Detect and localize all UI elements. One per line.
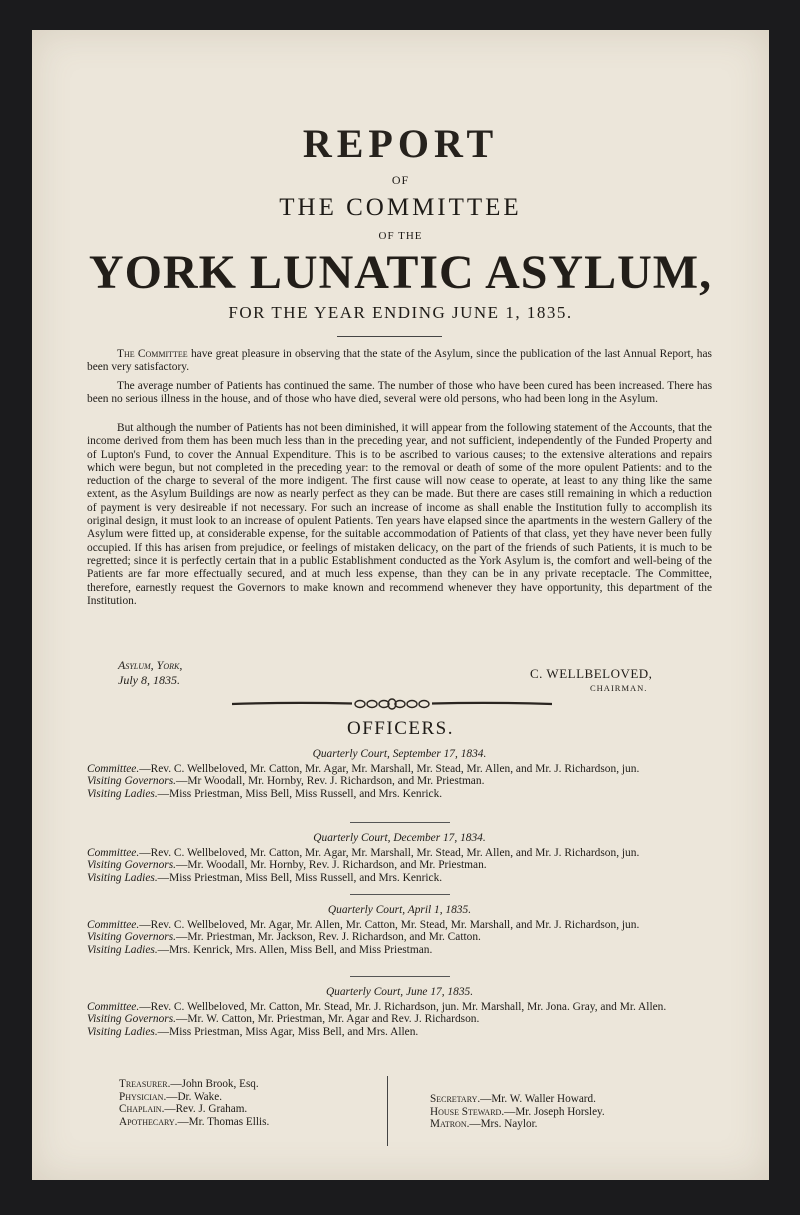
- governors-line: Visiting Governors.—Mr. Woodall, Mr. Hornby, Rev. J. Richardson, and Mr. Priestman.: [87, 859, 487, 871]
- officers-right-list: [430, 1093, 605, 1131]
- place-date: [118, 658, 182, 688]
- officer-row: Apothecary.—Mr. Thomas Ellis.: [119, 1115, 270, 1128]
- court-section: [87, 904, 712, 956]
- paragraph-3: But although the number of Patients has not been diminished, it will appear from the following statement of the Accounts, that the income derived from them has been much less than in the preceding year, and not sufficient, independently of the Funded Property and of Lupton's Fund, to cover the Annual Expenditure. This is to be ascribed to various causes; to the extensive alterations and repairs which were begun, but not completed in the preceding year: to the removal or death of some of the more opulent Patients: and to the reduction of the charge to several of the more indigent. The first cause will now cease to operate, at least to any thing like the same extent, as the Asylum Buildings are now as nearly perfect as they can be made. But there are cases still remaining in which a reduction of payment is very desireable if not necessary. For such an increase of income as shall enable the Institution fully to accomplish its original design, it must look to an increase of opulent Patients. Ten years have elapsed since the apartments in the western Gallery of the Asylum were fitted up, at considerable expense, for the suitable accommodation of Patients of that class, yet they have never been fully occupied. If this has arisen from prejudice, or feelings of mistaken delicacy, on the part of the friends of such Patients, it is much to be regretted; since it is perfectly certain that in a public Establishment conducted as the York Asylum is, the comfort and well-being of the Patients are far more effectually secured, and at much less expense, than they can be in any private receptacle. The Committee, therefore, earnestly request the Governors to make known and recommend whenever they have opportunity, this department of the Institution.: [87, 422, 712, 607]
- officers-title: OFFICERS.: [347, 718, 454, 739]
- column-divider: [387, 1076, 388, 1146]
- title-asylum: YORK LUNATIC ASYLUM,: [88, 246, 713, 299]
- governors-line: Visiting Governors.—Mr. Priestman, Mr. Jackson, Rev. J. Richardson, and Mr. Catton.: [87, 931, 481, 943]
- section-rule: [350, 822, 450, 823]
- court-title: Quarterly Court, April 1, 1835.: [327, 904, 472, 916]
- paragraph-2: The average number of Patients has continued the same. The number of those who have been cured has been increased. There has been no serious illness in the house, and of those who have died, several were old persons, who had been long in the Asylum.: [87, 380, 712, 406]
- paragraph-1-text: have great pleasure in observing that the state of the Asylum, since the publication of the last Annual Report, has been very satisfactory.: [87, 348, 712, 374]
- title-of: OF: [391, 173, 410, 187]
- title-committee: THE COMMITTEE: [279, 194, 522, 221]
- court-section: [87, 986, 712, 1038]
- section-rule: [350, 894, 450, 895]
- title-year: FOR THE YEAR ENDING JUNE 1, 1835.: [228, 303, 573, 322]
- date: July 8, 1835.: [118, 673, 180, 687]
- ladies-line: Visiting Ladies.—Miss Priestman, Miss Agar, Miss Bell, and Mrs. Allen.: [87, 1025, 419, 1038]
- document-sheet: [32, 30, 769, 1180]
- officer-row: Secretary.—Mr. W. Waller Howard.: [430, 1093, 596, 1105]
- officers-left-list: [119, 1078, 269, 1128]
- committee-line: Committee.—Rev. C. Wellbeloved, Mr. Catton, Mr. Agar, Mr. Marshall, Mr. Stead, Mr. Allen, and Mr. J. Richardson, jun.: [87, 846, 640, 859]
- committee-line: Committee.—Rev. C. Wellbeloved, Mr. Catton, Mr. Agar, Mr. Marshall, Mr. Stead, Mr. Allen, and Mr. J. Richardson, jun.: [87, 762, 640, 775]
- paragraph-1: [87, 348, 712, 375]
- ornament-rule: [232, 698, 552, 710]
- officer-row: Chaplain.—Rev. J. Graham.: [119, 1103, 248, 1115]
- officer-row: Matron.—Mrs. Naylor.: [430, 1118, 538, 1130]
- section-rule: [350, 976, 450, 977]
- court-section: [87, 832, 712, 884]
- officer-row: Physician.—Dr. Wake.: [119, 1090, 222, 1103]
- title-of-the: OF THE: [378, 230, 423, 242]
- place: Asylum, York,: [118, 658, 183, 672]
- committee-line: Committee.—Rev. C. Wellbeloved, Mr. Catton, Mr. Stead, Mr. J. Richardson, jun. Mr. Marshall, Mr. Jona. Gray, and Mr. Allen.: [87, 1000, 667, 1013]
- title-report: REPORT: [302, 121, 499, 166]
- paragraph-lead: The Committee: [117, 348, 188, 360]
- ladies-line: Visiting Ladies.—Miss Priestman, Miss Bell, Miss Russell, and Mrs. Kenrick.: [87, 787, 443, 800]
- signature-title: CHAIRMAN.: [590, 683, 648, 693]
- governors-line: Visiting Governors.—Mr Woodall, Mr. Hornby, Rev. J. Richardson, and Mr. Priestman.: [87, 775, 485, 787]
- court-section: [87, 748, 712, 800]
- court-title: Quarterly Court, June 17, 1835.: [325, 986, 474, 998]
- title-rule: [337, 336, 442, 337]
- ladies-line: Visiting Ladies.—Miss Priestman, Miss Bell, Miss Russell, and Mrs. Kenrick.: [87, 871, 443, 884]
- ladies-line: Visiting Ladies.—Mrs. Kenrick, Mrs. Allen, Miss Bell, and Miss Priestman.: [87, 943, 433, 956]
- court-title: Quarterly Court, September 17, 1834.: [312, 748, 487, 760]
- court-title: Quarterly Court, December 17, 1834.: [313, 832, 486, 844]
- signature-name: C. WELLBELOVED,: [530, 666, 653, 681]
- committee-line: Committee.—Rev. C. Wellbeloved, Mr. Agar, Mr. Allen, Mr. Catton, Mr. Stead, Mr. Marshall, and Mr. J. Richardson, jun.: [87, 918, 640, 931]
- officer-row: Treasurer.—John Brook, Esq.: [119, 1078, 259, 1090]
- governors-line: Visiting Governors.—Mr. W. Catton, Mr. Priestman, Mr. Agar and Rev. J. Richardson.: [87, 1013, 480, 1025]
- officer-row: House Steward.—Mr. Joseph Horsley.: [430, 1105, 605, 1118]
